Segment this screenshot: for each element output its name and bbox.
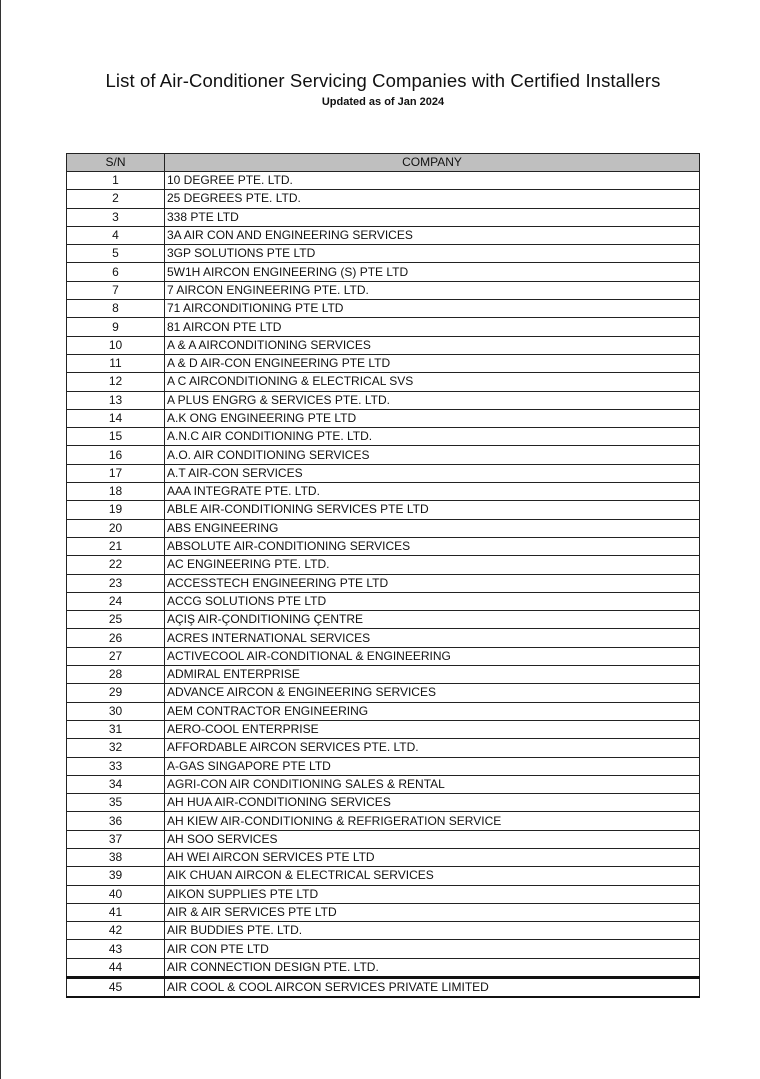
company-name-cell: A & D AIR-CON ENGINEERING PTE LTD: [165, 354, 700, 372]
company-name-cell: A.T AIR-CON SERVICES: [165, 464, 700, 482]
table-row: [67, 245, 700, 263]
serial-number-cell: 32: [67, 739, 165, 757]
serial-number-cell: 34: [67, 775, 165, 793]
table-row: [67, 867, 700, 885]
table-row: [67, 922, 700, 940]
table-row: [67, 409, 700, 427]
company-name-cell: AÇIŞ AIR-ÇONDITIONING ÇENTRE: [165, 611, 700, 629]
table-row: [67, 226, 700, 244]
table-row: [67, 629, 700, 647]
serial-number-cell: 38: [67, 848, 165, 866]
page-left-border: [0, 0, 1, 1079]
document-title: List of Air-Conditioner Servicing Companies with Certified Installers: [105, 70, 661, 91]
serial-number-cell: 7: [67, 281, 165, 299]
table-row: [67, 318, 700, 336]
company-name-cell: ABSOLUTE AIR-CONDITIONING SERVICES: [165, 537, 700, 555]
serial-number-cell: 2: [67, 190, 165, 208]
serial-number-cell: 14: [67, 409, 165, 427]
company-name-cell: AFFORDABLE AIRCON SERVICES PTE. LTD.: [165, 739, 700, 757]
serial-number-cell: 44: [67, 958, 165, 977]
serial-number-cell: 24: [67, 592, 165, 610]
company-name-cell: AIR CON PTE LTD: [165, 940, 700, 958]
company-name-cell: AEM CONTRACTOR ENGINEERING: [165, 702, 700, 720]
company-name-cell: AIR & AIR SERVICES PTE LTD: [165, 903, 700, 921]
serial-number-cell: 18: [67, 483, 165, 501]
table-row: [67, 830, 700, 848]
serial-number-cell: 15: [67, 428, 165, 446]
company-name-cell: AIR COOL & COOL AIRCON SERVICES PRIVATE LIMITED: [165, 978, 700, 998]
table-row: [67, 720, 700, 738]
table-row: [67, 483, 700, 501]
table-row: [67, 190, 700, 208]
company-name-cell: ABS ENGINEERING: [165, 519, 700, 537]
table-row: [67, 428, 700, 446]
serial-number-cell: 30: [67, 702, 165, 720]
company-name-cell: AC ENGINEERING PTE. LTD.: [165, 556, 700, 574]
table-row: [67, 647, 700, 665]
serial-number-cell: 35: [67, 794, 165, 812]
serial-number-cell: 16: [67, 446, 165, 464]
table-row: [67, 446, 700, 464]
company-table: [66, 153, 700, 998]
company-name-cell: AH HUA AIR-CONDITIONING SERVICES: [165, 794, 700, 812]
table-row: [67, 885, 700, 903]
serial-number-cell: 9: [67, 318, 165, 336]
company-name-cell: 7 AIRCON ENGINEERING PTE. LTD.: [165, 281, 700, 299]
company-name-cell: ACCG SOLUTIONS PTE LTD: [165, 592, 700, 610]
table-row: [67, 611, 700, 629]
table-row: [67, 684, 700, 702]
table-row: [67, 775, 700, 793]
serial-number-cell: 45: [67, 978, 165, 998]
table-row: [67, 391, 700, 409]
company-name-cell: 10 DEGREE PTE. LTD.: [165, 172, 700, 190]
company-name-cell: A.O. AIR CONDITIONING SERVICES: [165, 446, 700, 464]
company-column-header: COMPANY: [165, 154, 700, 172]
company-name-cell: AAA INTEGRATE PTE. LTD.: [165, 483, 700, 501]
company-name-cell: 3A AIR CON AND ENGINEERING SERVICES: [165, 226, 700, 244]
table-row: [67, 958, 700, 977]
serial-number-cell: 29: [67, 684, 165, 702]
company-name-cell: 25 DEGREES PTE. LTD.: [165, 190, 700, 208]
table-row: [67, 739, 700, 757]
table-row: [67, 172, 700, 190]
company-name-cell: 338 PTE LTD: [165, 208, 700, 226]
document-subtitle: Updated as of Jan 2024: [321, 96, 445, 108]
table-body: [67, 172, 700, 998]
table-row: [67, 666, 700, 684]
serial-number-cell: 5: [67, 245, 165, 263]
company-name-cell: AIK CHUAN AIRCON & ELECTRICAL SERVICES: [165, 867, 700, 885]
serial-number-cell: 26: [67, 629, 165, 647]
table-row: [67, 574, 700, 592]
table-row: [67, 281, 700, 299]
sn-column-header: S/N: [67, 154, 165, 172]
serial-number-cell: 11: [67, 354, 165, 372]
company-name-cell: ACTIVECOOL AIR-CONDITIONAL & ENGINEERING: [165, 647, 700, 665]
table-row: [67, 263, 700, 281]
company-name-cell: AH SOO SERVICES: [165, 830, 700, 848]
table-row: [67, 208, 700, 226]
table-row: [67, 757, 700, 775]
table-row: [67, 702, 700, 720]
table-row: [67, 848, 700, 866]
company-name-cell: AERO-COOL ENTERPRISE: [165, 720, 700, 738]
serial-number-cell: 13: [67, 391, 165, 409]
serial-number-cell: 40: [67, 885, 165, 903]
serial-number-cell: 3: [67, 208, 165, 226]
serial-number-cell: 6: [67, 263, 165, 281]
company-name-cell: ADMIRAL ENTERPRISE: [165, 666, 700, 684]
company-name-cell: AIR BUDDIES PTE. LTD.: [165, 922, 700, 940]
serial-number-cell: 19: [67, 501, 165, 519]
company-name-cell: A.N.C AIR CONDITIONING PTE. LTD.: [165, 428, 700, 446]
company-name-cell: 3GP SOLUTIONS PTE LTD: [165, 245, 700, 263]
table-row: [67, 794, 700, 812]
company-name-cell: 81 AIRCON PTE LTD: [165, 318, 700, 336]
table-row: [67, 373, 700, 391]
table-row: [67, 940, 700, 958]
serial-number-cell: 37: [67, 830, 165, 848]
table-row: [67, 464, 700, 482]
company-name-cell: A.K ONG ENGINEERING PTE LTD: [165, 409, 700, 427]
serial-number-cell: 39: [67, 867, 165, 885]
serial-number-cell: 28: [67, 666, 165, 684]
table-row: [67, 519, 700, 537]
company-name-cell: A-GAS SINGAPORE PTE LTD: [165, 757, 700, 775]
company-name-cell: 71 AIRCONDITIONING PTE LTD: [165, 300, 700, 318]
serial-number-cell: 36: [67, 812, 165, 830]
serial-number-cell: 21: [67, 537, 165, 555]
serial-number-cell: 10: [67, 336, 165, 354]
company-name-cell: ABLE AIR-CONDITIONING SERVICES PTE LTD: [165, 501, 700, 519]
company-name-cell: ACCESSTECH ENGINEERING PTE LTD: [165, 574, 700, 592]
table-row: [67, 336, 700, 354]
table-row: [67, 537, 700, 555]
table-header-row: [67, 154, 700, 172]
company-name-cell: 5W1H AIRCON ENGINEERING (S) PTE LTD: [165, 263, 700, 281]
table-row: [67, 300, 700, 318]
company-name-cell: A C AIRCONDITIONING & ELECTRICAL SVS: [165, 373, 700, 391]
serial-number-cell: 12: [67, 373, 165, 391]
serial-number-cell: 33: [67, 757, 165, 775]
serial-number-cell: 4: [67, 226, 165, 244]
table-row: [67, 903, 700, 921]
company-name-cell: A PLUS ENGRG & SERVICES PTE. LTD.: [165, 391, 700, 409]
company-name-cell: ACRES INTERNATIONAL SERVICES: [165, 629, 700, 647]
serial-number-cell: 1: [67, 172, 165, 190]
serial-number-cell: 17: [67, 464, 165, 482]
table-row: [67, 501, 700, 519]
serial-number-cell: 42: [67, 922, 165, 940]
serial-number-cell: 22: [67, 556, 165, 574]
company-name-cell: A & A AIRCONDITIONING SERVICES: [165, 336, 700, 354]
table-row: [67, 812, 700, 830]
serial-number-cell: 8: [67, 300, 165, 318]
serial-number-cell: 23: [67, 574, 165, 592]
company-name-cell: ADVANCE AIRCON & ENGINEERING SERVICES: [165, 684, 700, 702]
company-name-cell: AH WEI AIRCON SERVICES PTE LTD: [165, 848, 700, 866]
table-row: [67, 592, 700, 610]
serial-number-cell: 41: [67, 903, 165, 921]
table-row: [67, 556, 700, 574]
table-row: [67, 978, 700, 998]
company-name-cell: AIR CONNECTION DESIGN PTE. LTD.: [165, 958, 700, 977]
serial-number-cell: 20: [67, 519, 165, 537]
table-row: [67, 354, 700, 372]
serial-number-cell: 27: [67, 647, 165, 665]
company-name-cell: AH KIEW AIR-CONDITIONING & REFRIGERATION SERVICE: [165, 812, 700, 830]
company-name-cell: AIKON SUPPLIES PTE LTD: [165, 885, 700, 903]
company-name-cell: AGRI-CON AIR CONDITIONING SALES & RENTAL: [165, 775, 700, 793]
serial-number-cell: 31: [67, 720, 165, 738]
serial-number-cell: 25: [67, 611, 165, 629]
serial-number-cell: 43: [67, 940, 165, 958]
